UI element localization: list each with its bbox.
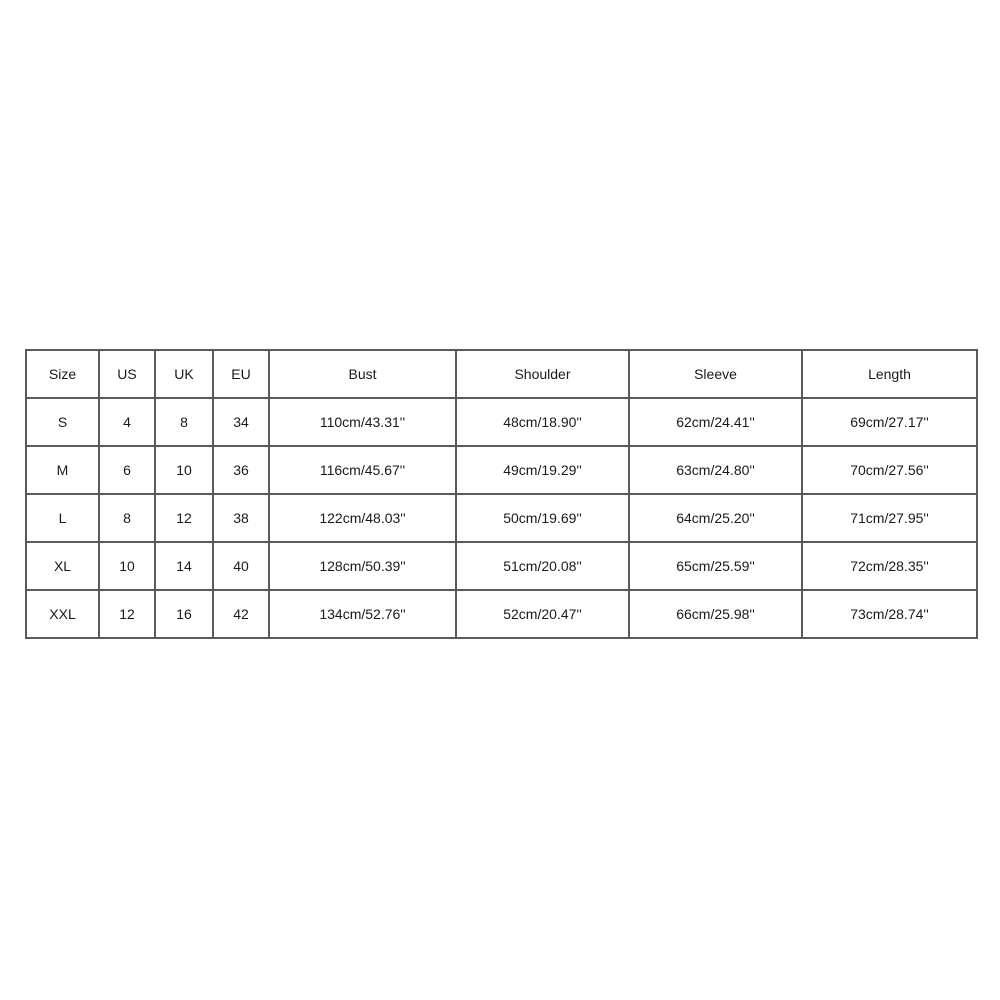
cell-size: S	[26, 398, 99, 446]
table-row	[26, 494, 977, 542]
size-chart-table	[25, 349, 978, 639]
cell-length: 73cm/28.74''	[802, 590, 977, 638]
cell-length: 69cm/27.17''	[802, 398, 977, 446]
cell-size: XXL	[26, 590, 99, 638]
cell-bust: 122cm/48.03''	[269, 494, 456, 542]
cell-us: 4	[99, 398, 155, 446]
cell-uk: 8	[155, 398, 213, 446]
cell-bust: 134cm/52.76''	[269, 590, 456, 638]
cell-shoulder: 52cm/20.47''	[456, 590, 629, 638]
cell-us: 8	[99, 494, 155, 542]
table-row	[26, 398, 977, 446]
cell-uk: 14	[155, 542, 213, 590]
cell-uk: 16	[155, 590, 213, 638]
header-size: Size	[26, 350, 99, 398]
cell-eu: 34	[213, 398, 269, 446]
cell-us: 12	[99, 590, 155, 638]
table-row	[26, 446, 977, 494]
header-us: US	[99, 350, 155, 398]
table-header-row	[26, 350, 977, 398]
table-row	[26, 542, 977, 590]
cell-sleeve: 63cm/24.80''	[629, 446, 802, 494]
cell-uk: 12	[155, 494, 213, 542]
cell-shoulder: 49cm/19.29''	[456, 446, 629, 494]
cell-eu: 42	[213, 590, 269, 638]
header-sleeve: Sleeve	[629, 350, 802, 398]
cell-uk: 10	[155, 446, 213, 494]
cell-eu: 38	[213, 494, 269, 542]
cell-us: 6	[99, 446, 155, 494]
cell-sleeve: 62cm/24.41''	[629, 398, 802, 446]
cell-eu: 36	[213, 446, 269, 494]
cell-bust: 110cm/43.31''	[269, 398, 456, 446]
cell-shoulder: 51cm/20.08''	[456, 542, 629, 590]
header-bust: Bust	[269, 350, 456, 398]
cell-sleeve: 64cm/25.20''	[629, 494, 802, 542]
header-length: Length	[802, 350, 977, 398]
cell-length: 71cm/27.95''	[802, 494, 977, 542]
cell-size: L	[26, 494, 99, 542]
header-uk: UK	[155, 350, 213, 398]
cell-us: 10	[99, 542, 155, 590]
cell-sleeve: 66cm/25.98''	[629, 590, 802, 638]
header-eu: EU	[213, 350, 269, 398]
table-row	[26, 590, 977, 638]
cell-length: 72cm/28.35''	[802, 542, 977, 590]
cell-bust: 128cm/50.39''	[269, 542, 456, 590]
header-shoulder: Shoulder	[456, 350, 629, 398]
cell-sleeve: 65cm/25.59''	[629, 542, 802, 590]
cell-size: M	[26, 446, 99, 494]
cell-bust: 116cm/45.67''	[269, 446, 456, 494]
cell-eu: 40	[213, 542, 269, 590]
cell-length: 70cm/27.56''	[802, 446, 977, 494]
cell-size: XL	[26, 542, 99, 590]
cell-shoulder: 50cm/19.69''	[456, 494, 629, 542]
cell-shoulder: 48cm/18.90''	[456, 398, 629, 446]
